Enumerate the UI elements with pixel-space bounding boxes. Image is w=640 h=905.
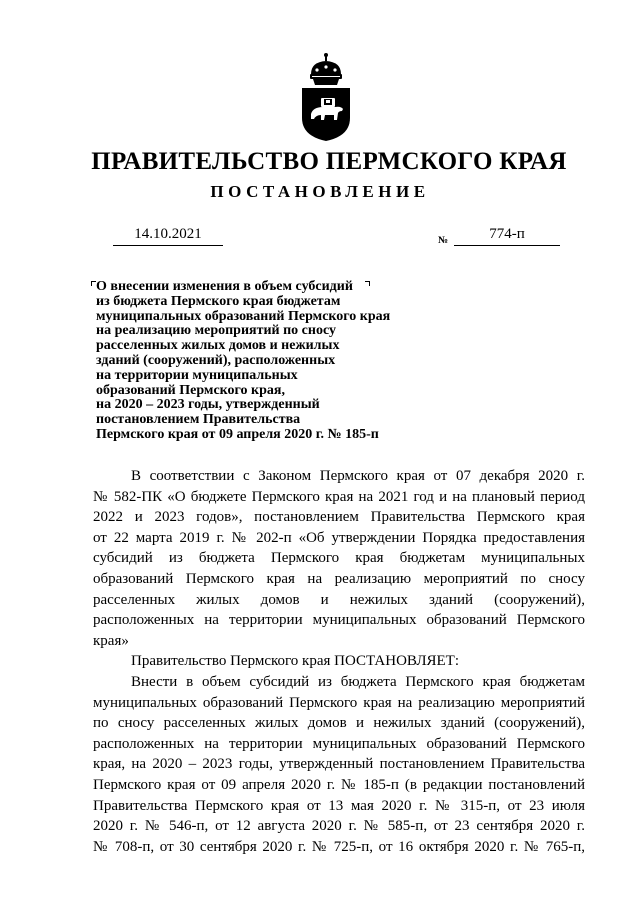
subject-line: на реализацию мероприятий по сносу — [96, 323, 336, 339]
document-number: 774-п — [454, 226, 560, 246]
subject-line: из бюджета Пермского края бюджетам — [96, 293, 341, 309]
government-title: ПРАВИТЕЛЬСТВО ПЕРМСКОГО КРАЯ — [91, 148, 567, 175]
body-line: 2020 г. № 546-п, от 12 августа 2020 г. № 585-п, от 23 сентября 2020 г. — [93, 818, 585, 835]
subject-line: расселенных жилых домов и нежилых — [96, 338, 340, 354]
subject-line: О внесении изменения в объем субсидий — [96, 279, 353, 294]
subject-line: Пермского края от 09 апреля 2020 г. № 185-п — [96, 426, 379, 442]
body-line: В соответствии с Законом Пермского края от 07 декабря 2020 г. — [131, 468, 585, 484]
body-line: расположенных на территории муниципальных образований Пермского — [93, 735, 585, 752]
body-line: образований Пермского края на реализацию мероприятий по сносу — [93, 570, 585, 587]
body-line: Правительства Пермского края от 13 мая 2020 г. № 315-п, от 23 июля — [93, 797, 585, 814]
resolution-line: Правительство Пермского края ПОСТАНОВЛЯЕТ: — [131, 653, 460, 670]
body-line: расселенных жилых домов и нежилых зданий (сооружений), — [93, 591, 585, 608]
subject-line: на территории муниципальных — [96, 367, 298, 383]
subject-line: муниципальных образований Пермского края — [96, 308, 391, 324]
body-line: края» — [93, 632, 129, 649]
body-line: субсидий из бюджета Пермского края бюджетам муниципальных — [93, 550, 585, 567]
body-line: 2022 и 2023 годов», постановлением Правительства Пермского края — [93, 509, 585, 526]
subject-line: на 2020 – 2023 годы, утвержденный — [96, 397, 320, 413]
body-line: муниципальных образований Пермского края на реализацию мероприятий — [93, 694, 585, 711]
body-line: по сносу расселенных жилых домов и нежилых зданий (сооружений), — [93, 715, 585, 732]
perm-krai-coat-of-arms-emblem — [297, 52, 355, 142]
document-type: ПОСТАНОВЛЕНИЕ — [210, 182, 430, 201]
subject-line: зданий (сооружений), расположенных — [96, 352, 336, 368]
document-date: 14.10.2021 — [113, 226, 223, 246]
number-sign: № — [438, 235, 449, 246]
body-line: Пермского края от 09 апреля 2020 г. № 185-п (в редакции постановлений — [93, 776, 585, 793]
body-line: Внести в объем субсидий из бюджета Пермского края бюджетам — [131, 673, 585, 690]
subject-line: образований Пермского края, — [96, 382, 285, 398]
body-line: № 708-п, от 30 сентября 2020 г. № 725-п, от 16 октября 2020 г. № 765-п, — [93, 838, 585, 855]
subject-line: постановлением Правительства — [96, 412, 301, 428]
body-line: № 582-ПК «О бюджете Пермского края на 2021 год и на плановый период — [93, 488, 585, 505]
body-line: расположенных на территории муниципальных образований Пермского — [93, 612, 585, 629]
document-subject — [96, 280, 436, 443]
body-line: от 22 марта 2019 г. № 202-п «Об утверждении Порядка предоставления — [93, 529, 585, 546]
body-line: края, на 2020 – 2023 годы, утвержденный постановлением Правительства — [93, 756, 585, 773]
document-body — [93, 466, 585, 857]
